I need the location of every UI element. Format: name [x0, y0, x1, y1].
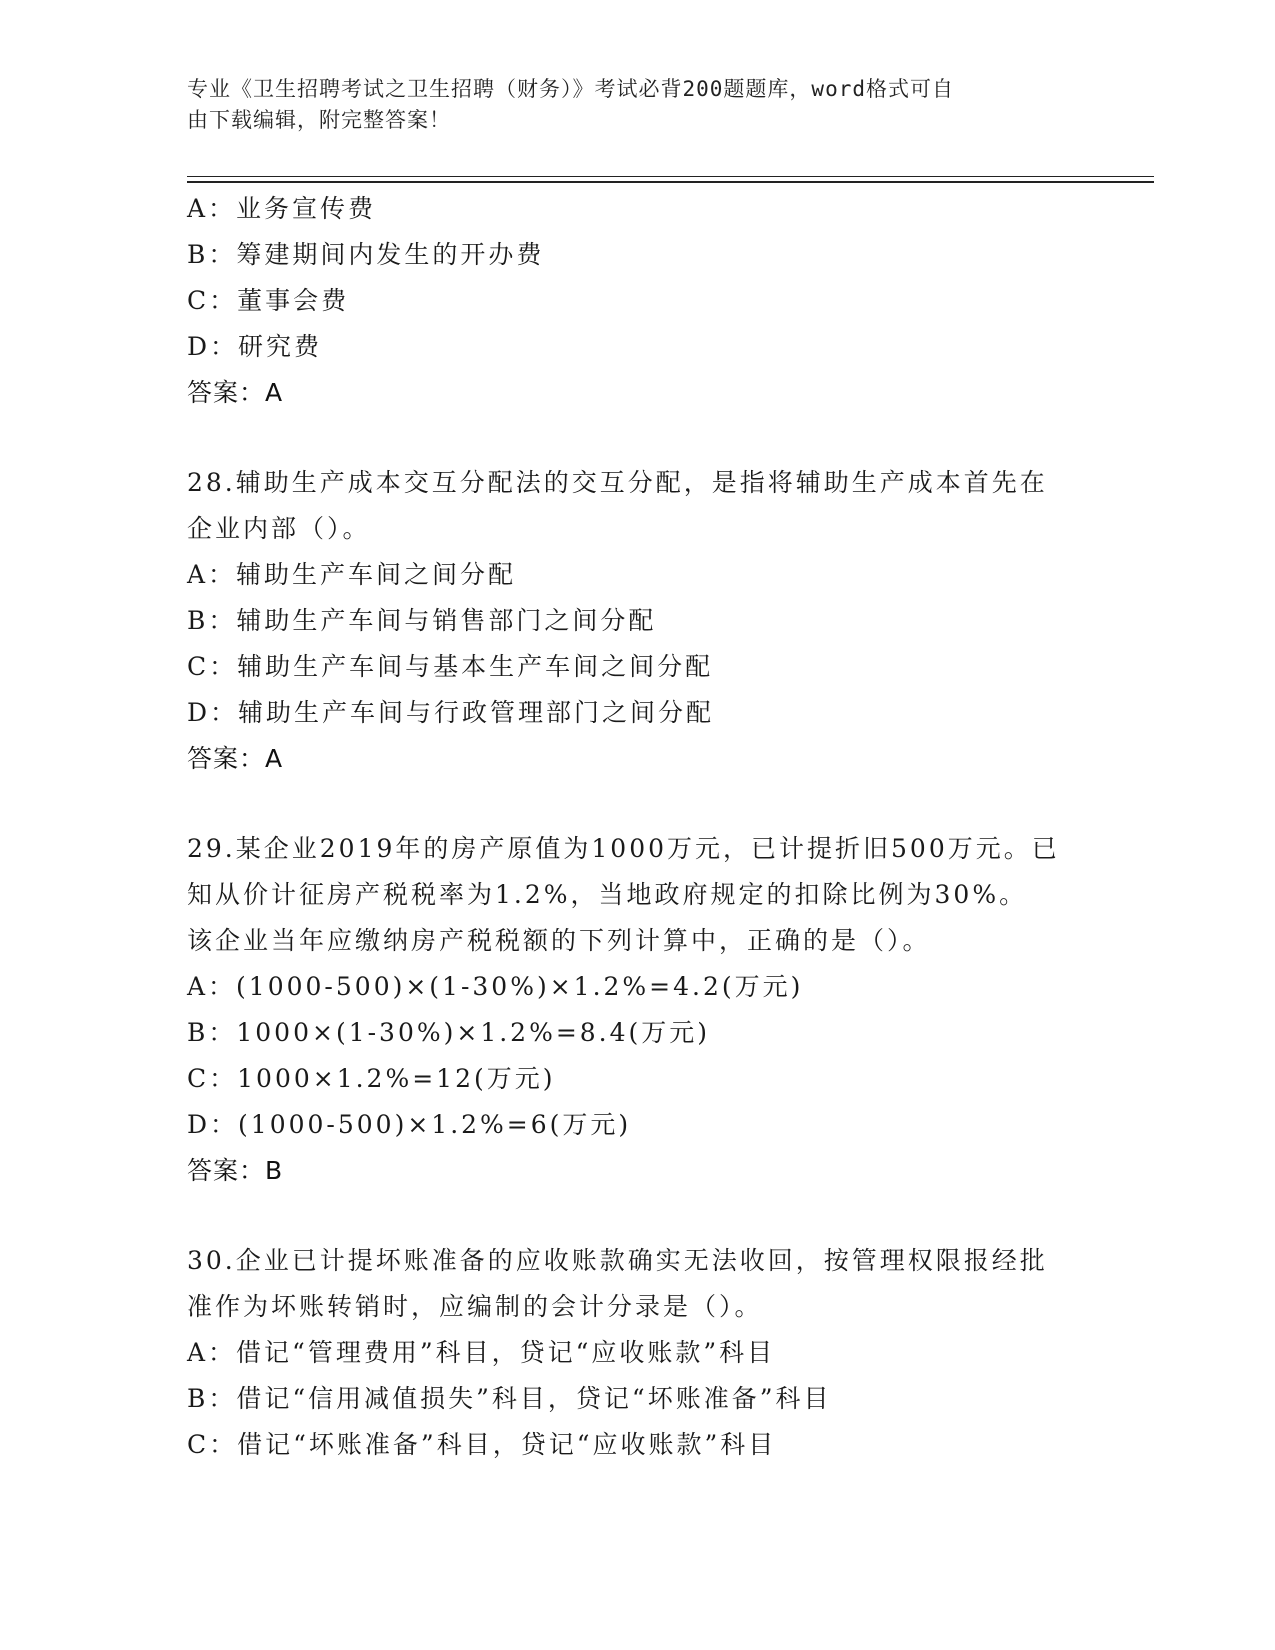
- header-line-2: 由下载编辑，附完整答案！: [187, 108, 451, 132]
- option-a: A：借记“管理费用”科目，贷记“应收账款”科目: [187, 1338, 776, 1367]
- spacer: [187, 782, 1087, 826]
- option-c: C：1000×1.2%=12(万元): [187, 1064, 556, 1093]
- question-29: [187, 826, 1087, 1194]
- answer-line: 答案：A: [187, 744, 284, 773]
- option-b: B：1000×(1-30%)×1.2%=8.4(万元): [187, 1018, 711, 1047]
- question-stem-line: 该企业当年应缴纳房产税税额的下列计算中，正确的是（）。: [187, 926, 931, 955]
- question-stem-line: 29.某企业2019年的房产原值为1000万元，已计提折旧500万元。已: [187, 834, 1060, 863]
- spacer: [187, 1194, 1087, 1238]
- question-28: [187, 460, 1087, 782]
- question-stem-line: 企业内部（）。: [187, 514, 371, 543]
- question-list: [187, 186, 1087, 1468]
- answer-line: 答案：B: [187, 1156, 284, 1185]
- question-27: [187, 186, 1087, 416]
- question-30: [187, 1238, 1087, 1468]
- option-d: D：辅助生产车间与行政管理部门之间分配: [187, 698, 715, 727]
- option-a: A：业务宣传费: [187, 194, 377, 223]
- answer-line: 答案：A: [187, 378, 284, 407]
- option-b: B：借记“信用减值损失”科目，贷记“坏账准备”科目: [187, 1384, 832, 1413]
- header-rule-thin: [187, 176, 1154, 177]
- spacer: [187, 416, 1087, 460]
- option-d: D：研究费: [187, 332, 323, 361]
- document-header: [187, 74, 1077, 136]
- question-stem-line: 知从价计征房产税税率为1.2%，当地政府规定的扣除比例为30%。: [187, 880, 1028, 909]
- option-c: C：辅助生产车间与基本生产车间之间分配: [187, 652, 714, 681]
- option-c: C：借记“坏账准备”科目，贷记“应收账款”科目: [187, 1430, 777, 1459]
- option-c: C：董事会费: [187, 286, 350, 315]
- option-b: B：辅助生产车间与销售部门之间分配: [187, 606, 657, 635]
- option-d: D：(1000-500)×1.2%=6(万元): [187, 1110, 632, 1139]
- question-stem-line: 28.辅助生产成本交互分配法的交互分配，是指将辅助生产成本首先在: [187, 468, 1048, 497]
- question-stem-line: 准作为坏账转销时，应编制的会计分录是（）。: [187, 1292, 763, 1321]
- question-stem-line: 30.企业已计提坏账准备的应收账款确实无法收回，按管理权限报经批: [187, 1246, 1048, 1275]
- header-rule-thick: [187, 181, 1154, 183]
- option-a: A：(1000-500)×(1-30%)×1.2%=4.2(万元): [187, 972, 804, 1001]
- option-a: A：辅助生产车间之间分配: [187, 560, 517, 589]
- header-line-1: 专业《卫生招聘考试之卫生招聘（财务）》考试必背200题题库，word格式可自: [187, 77, 954, 101]
- option-b: B：筹建期间内发生的开办费: [187, 240, 545, 269]
